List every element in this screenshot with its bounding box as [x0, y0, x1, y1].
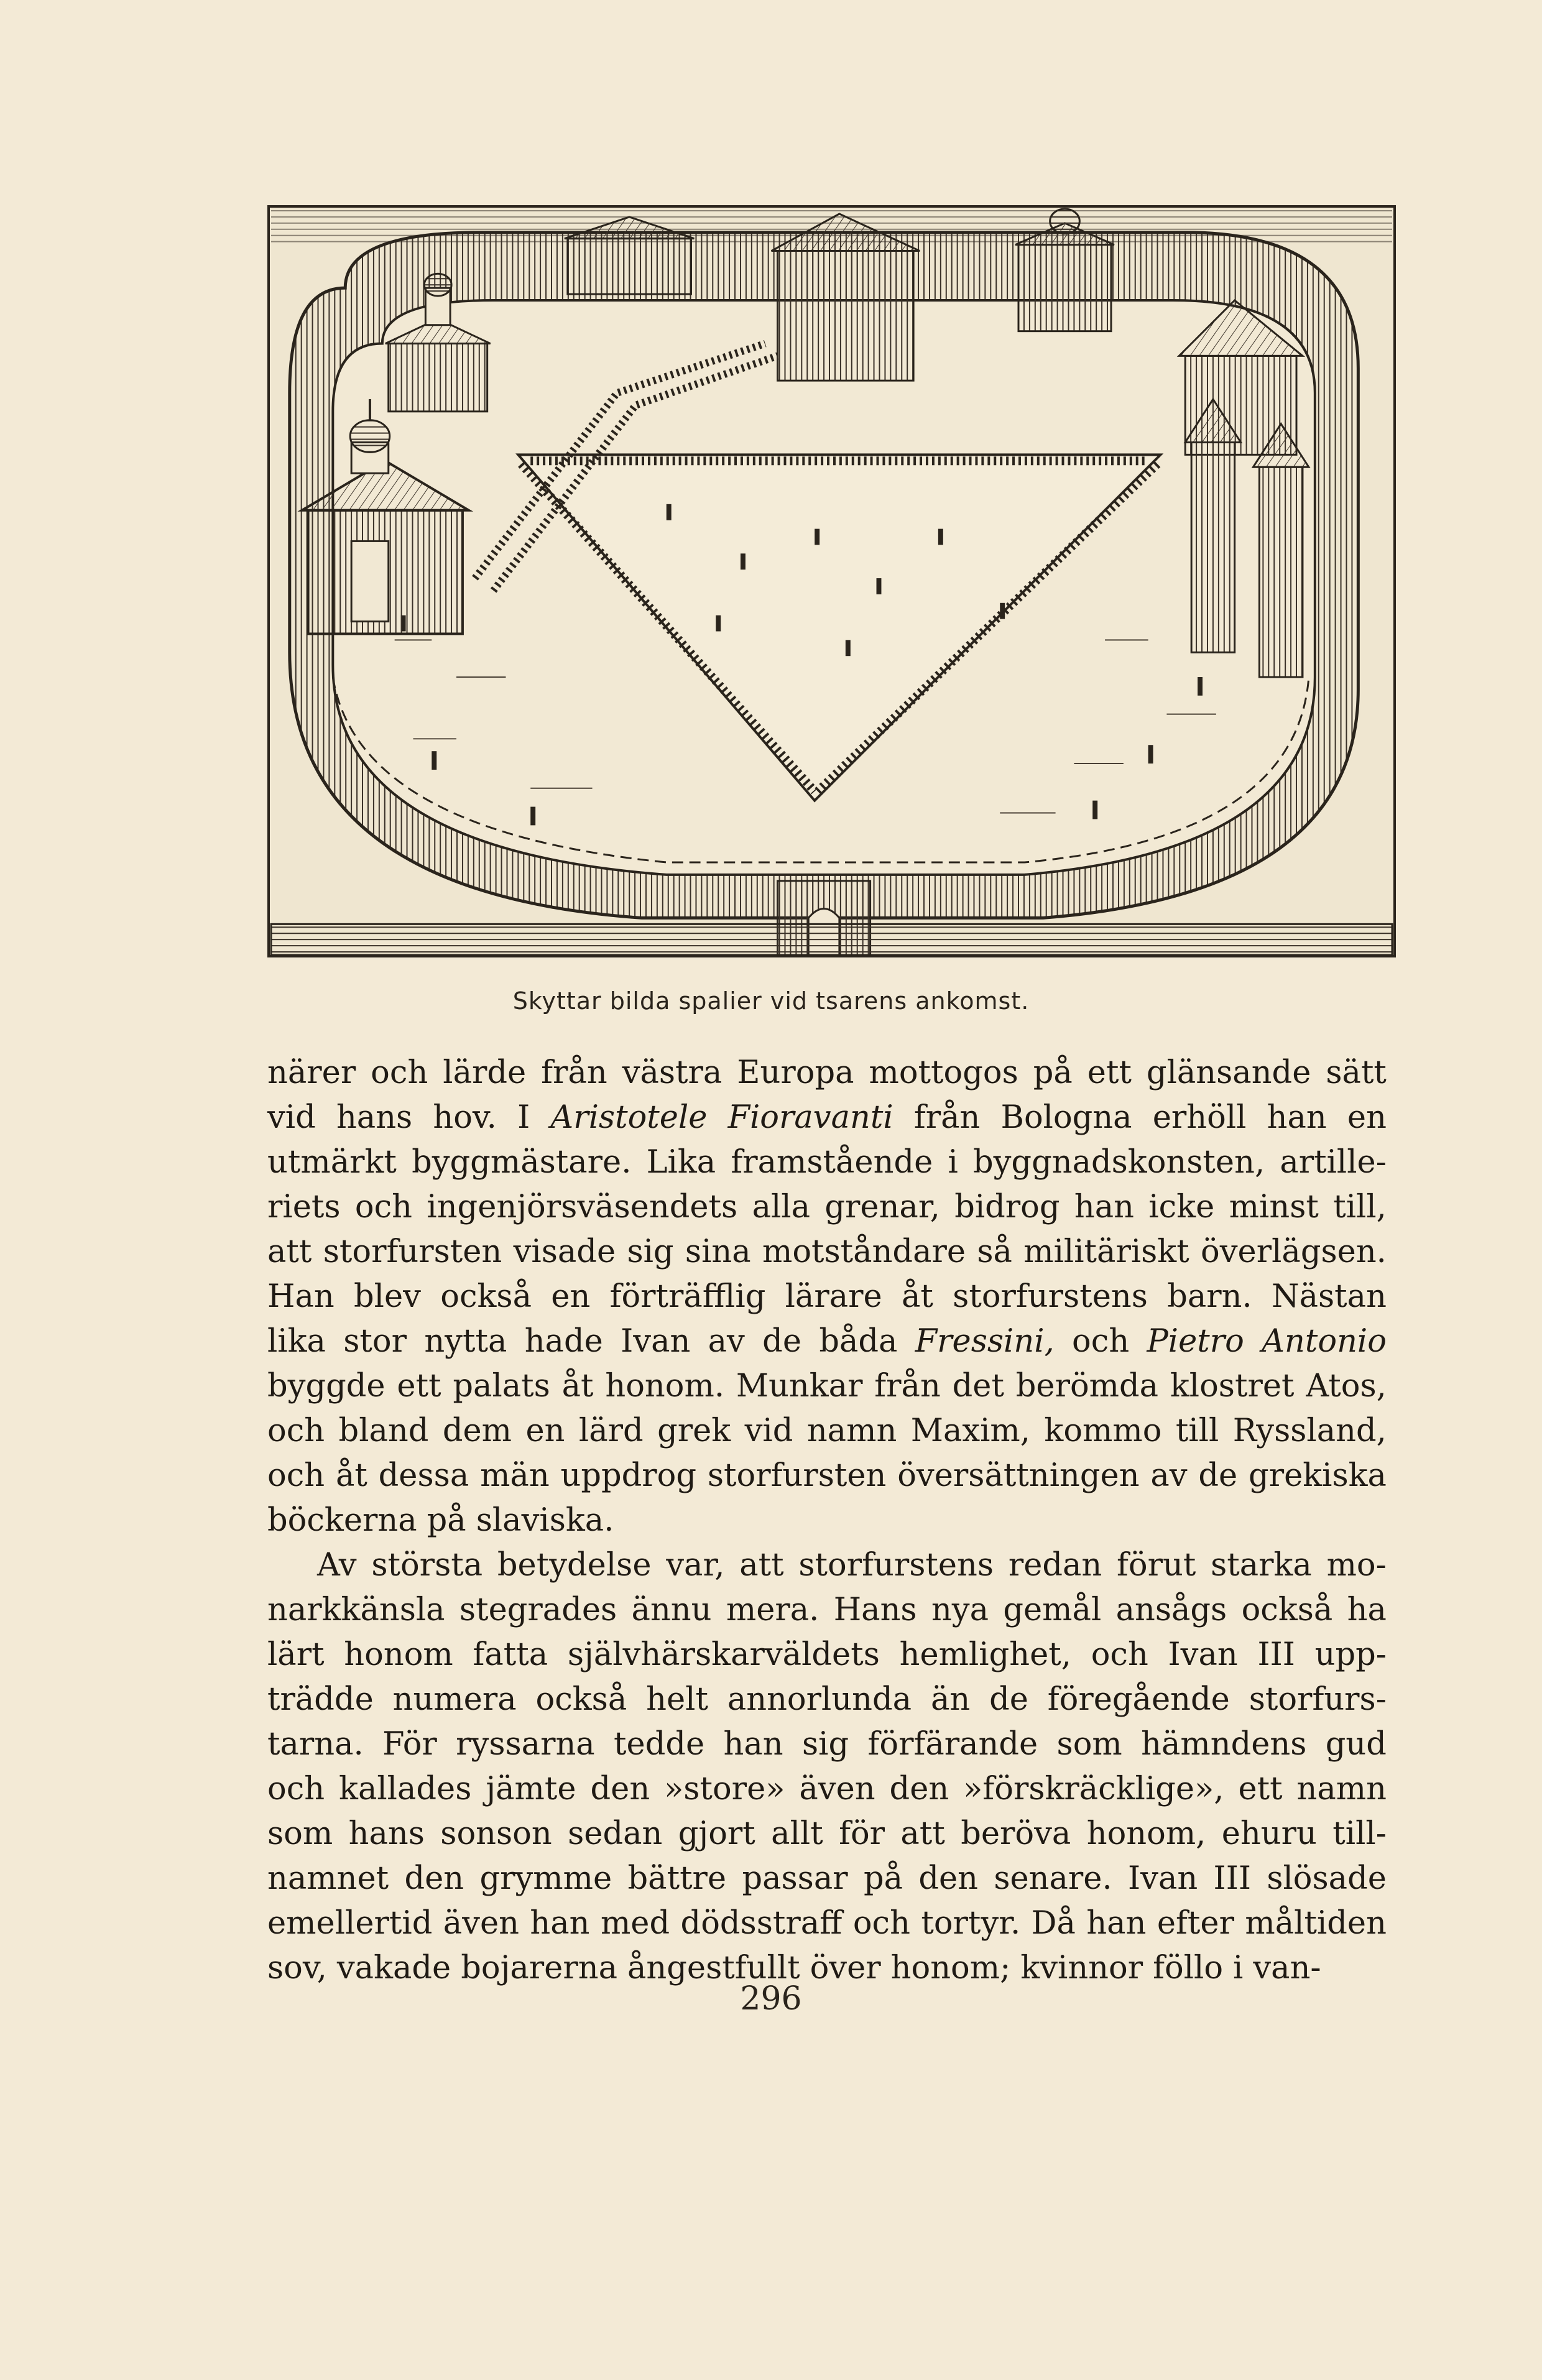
text-line: tarna. För ryssarna tedde han sig förfärande som hämndens gud: [267, 1726, 1387, 1763]
paragraph-1: [267, 1051, 1387, 1543]
text-line: Han blev också en förträfflig lärare åt storfurstens barn. Nästan: [267, 1278, 1387, 1315]
text-line: som hans sonson sedan gjort allt för att beröva honom, ehuru till-: [267, 1815, 1387, 1852]
page-number: 296: [740, 1980, 802, 2018]
paragraph-2: [267, 1543, 1387, 1991]
text-line: och kallades jämte den »store» även den »förskräcklige», ett namn: [267, 1771, 1387, 1807]
text-line: trädde numera också helt annorlunda än de föregående storfurs-: [267, 1681, 1387, 1718]
text-line: riets och ingenjörsväsendets alla grenar, bidrog han icke minst till,: [267, 1189, 1387, 1225]
kremlin-engraving: [270, 208, 1393, 955]
text-line: lärt honom fatta självhärskarväldets hemlighet, och Ivan III upp-: [267, 1636, 1387, 1673]
text-line: och bland dem en lärd grek vid namn Maxim, kommo till Ryssland,: [267, 1413, 1387, 1449]
text-line: byggde ett palats åt honom. Munkar från det berömda klostret Atos,: [267, 1368, 1387, 1404]
text-line: narkkänsla stegrades ännu mera. Hans nya gemål ansågs också ha: [267, 1592, 1387, 1628]
illustration-caption: Skyttar bilda spalier vid tsarens ankomst.: [512, 987, 1030, 1015]
text-line: böckerna på slaviska.: [267, 1502, 614, 1539]
text-line: emellertid även han med dödsstraff och tortyr. Då han efter måltiden: [267, 1905, 1387, 1942]
text-line: att storfursten visade sig sina motståndare så militäriskt överlägsen.: [267, 1234, 1387, 1270]
text-line: sov, vakade bojarerna ångestfullt över honom; kvinnor föllo i van-: [267, 1950, 1321, 1986]
body-text: [267, 1051, 1387, 1991]
text-line: lika stor nytta hade Ivan av de båda Fressini, och Pietro Antonio: [267, 1323, 1387, 1360]
text-line: utmärkt byggmästare. Lika framstående i byggnadskonsten, artille-: [267, 1144, 1387, 1181]
text-line: närer och lärde från västra Europa mottogos på ett glänsande sätt: [267, 1054, 1387, 1091]
engraving-illustration: [267, 205, 1396, 957]
text-line: namnet den grymme bättre passar på den senare. Ivan III slösade: [267, 1860, 1387, 1897]
text-line: och åt dessa män uppdrog storfursten översättningen av de grekiska: [267, 1457, 1387, 1494]
text-line: Av största betydelse var, att storfurstens redan förut starka mo-: [317, 1547, 1387, 1584]
text-line: vid hans hov. I Aristotele Fioravanti från Bologna erhöll han en: [267, 1099, 1387, 1136]
